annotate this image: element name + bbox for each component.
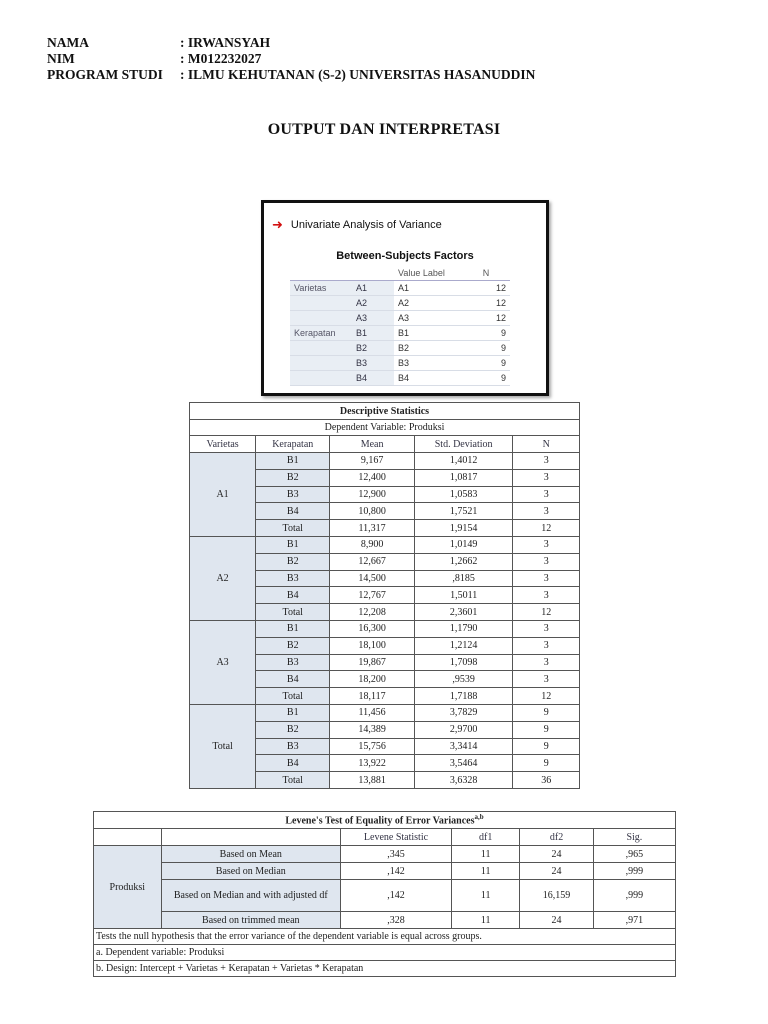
- levene-statistic: ,142: [340, 880, 451, 912]
- levene-sig: ,965: [593, 846, 675, 863]
- info-row-program: [47, 67, 535, 83]
- bsf-level: B3: [352, 356, 394, 371]
- desc-group-label: A1: [190, 453, 256, 537]
- desc-n: 12: [513, 604, 580, 621]
- desc-mean: 19,867: [330, 654, 415, 671]
- desc-kerapatan: B1: [256, 536, 330, 553]
- levene-group-label: Produksi: [94, 846, 162, 929]
- desc-kerapatan: B3: [256, 738, 330, 755]
- spss-heading: Univariate Analysis of Variance: [290, 218, 442, 231]
- levene-df2: 16,159: [520, 880, 593, 912]
- desc-kerapatan: B1: [256, 620, 330, 637]
- bsf-body: [290, 281, 510, 386]
- desc-kerapatan: Total: [256, 520, 330, 537]
- desc-group-label: A3: [190, 620, 256, 704]
- bsf-value-label: A3: [394, 311, 462, 326]
- descriptive-statistics-table: [189, 402, 580, 789]
- levene-title: [94, 812, 676, 829]
- desc-n: 3: [513, 587, 580, 604]
- levene-sig: ,999: [593, 863, 675, 880]
- info-value: : M012232027: [180, 51, 262, 66]
- page-title: OUTPUT DAN INTERPRETASI: [267, 121, 501, 138]
- desc-kerapatan: B4: [256, 587, 330, 604]
- desc-n: 12: [513, 688, 580, 705]
- bsf-row: [290, 371, 510, 386]
- levene-method: Based on Median: [161, 863, 340, 880]
- bsf-level: A1: [352, 281, 394, 296]
- bsf-value-label: B4: [394, 371, 462, 386]
- levene-method: Based on Mean: [161, 846, 340, 863]
- desc-kerapatan: B4: [256, 755, 330, 772]
- desc-kerapatan: B2: [256, 469, 330, 486]
- desc-std-deviation: 2,3601: [414, 604, 513, 621]
- levene-df1: 11: [452, 846, 520, 863]
- desc-mean: 14,389: [330, 721, 415, 738]
- desc-kerapatan: B3: [256, 486, 330, 503]
- desc-kerapatan: B4: [256, 671, 330, 688]
- bsf-row: [290, 281, 510, 296]
- desc-title: Descriptive Statistics: [190, 403, 580, 420]
- student-info: [47, 35, 535, 83]
- bsf-row: [290, 341, 510, 356]
- between-subjects-table: [290, 266, 510, 386]
- info-row-nama: [47, 35, 535, 51]
- levene-df2: 24: [520, 846, 593, 863]
- bsf-level: A2: [352, 296, 394, 311]
- levene-df1: 11: [452, 863, 520, 880]
- desc-group-label: Total: [190, 704, 256, 788]
- levene-df2: 24: [520, 912, 593, 929]
- desc-std-deviation: 3,7829: [414, 704, 513, 721]
- desc-mean: 9,167: [330, 453, 415, 470]
- levene-footnote: a. Dependent variable: Produksi: [94, 945, 676, 961]
- bsf-row: [290, 311, 510, 326]
- desc-kerapatan: Total: [256, 688, 330, 705]
- bsf-value-label: B2: [394, 341, 462, 356]
- bsf-corner: [290, 266, 352, 281]
- desc-n: 3: [513, 503, 580, 520]
- arrow-right-icon: ➜: [272, 217, 283, 232]
- bsf-value-label: B3: [394, 356, 462, 371]
- desc-mean: 11,456: [330, 704, 415, 721]
- table-row: [190, 536, 580, 553]
- desc-mean: 12,767: [330, 587, 415, 604]
- desc-n: 36: [513, 772, 580, 789]
- desc-col-header: N: [513, 436, 580, 453]
- desc-std-deviation: 2,9700: [414, 721, 513, 738]
- desc-mean: 10,800: [330, 503, 415, 520]
- levene-col-header: df2: [520, 829, 593, 846]
- desc-col-header: Mean: [330, 436, 415, 453]
- desc-mean: 12,208: [330, 604, 415, 621]
- desc-n: 3: [513, 486, 580, 503]
- desc-header-row: [190, 436, 580, 453]
- bsf-value-label: A2: [394, 296, 462, 311]
- desc-std-deviation: 1,0817: [414, 469, 513, 486]
- levene-df1: 11: [452, 880, 520, 912]
- levene-df1: 11: [452, 912, 520, 929]
- bsf-factor-name: Kerapatan: [290, 326, 352, 341]
- desc-n: 3: [513, 654, 580, 671]
- levene-method: Based on Median and with adjusted df: [161, 880, 340, 912]
- info-value: : ILMU KEHUTANAN (S-2) UNIVERSITAS HASANUDDIN: [180, 67, 536, 82]
- desc-std-deviation: 1,7098: [414, 654, 513, 671]
- levene-body: [94, 846, 676, 929]
- desc-n: 9: [513, 738, 580, 755]
- desc-std-deviation: 1,5011: [414, 587, 513, 604]
- table-row: [94, 912, 676, 929]
- desc-mean: 18,117: [330, 688, 415, 705]
- desc-kerapatan: B1: [256, 704, 330, 721]
- desc-std-deviation: 1,1790: [414, 620, 513, 637]
- info-key: NAMA: [47, 35, 89, 50]
- bsf-factor-blank: [290, 371, 352, 386]
- bsf-value-label: A1: [394, 281, 462, 296]
- desc-kerapatan: Total: [256, 604, 330, 621]
- desc-mean: 13,881: [330, 772, 415, 789]
- desc-kerapatan: B2: [256, 637, 330, 654]
- table-row: [94, 846, 676, 863]
- desc-col-header: Kerapatan: [256, 436, 330, 453]
- desc-kerapatan: B2: [256, 721, 330, 738]
- info-row-nim: [47, 51, 535, 67]
- bsf-factor-blank: [290, 296, 352, 311]
- desc-std-deviation: 3,3414: [414, 738, 513, 755]
- desc-std-deviation: 1,4012: [414, 453, 513, 470]
- desc-n: 9: [513, 755, 580, 772]
- levene-corner: [94, 829, 162, 846]
- desc-n: 3: [513, 453, 580, 470]
- desc-std-deviation: ,9539: [414, 671, 513, 688]
- desc-n: 3: [513, 637, 580, 654]
- desc-n: 3: [513, 469, 580, 486]
- bsf-n: 12: [462, 311, 510, 326]
- desc-mean: 8,900: [330, 536, 415, 553]
- levene-title-text: Levene's Test of Equality of Error Variances: [285, 815, 475, 827]
- desc-mean: 13,922: [330, 755, 415, 772]
- levene-col-header: Levene Statistic: [340, 829, 451, 846]
- levene-statistic: ,345: [340, 846, 451, 863]
- bsf-n: 12: [462, 296, 510, 311]
- levene-col-header: Sig.: [593, 829, 675, 846]
- desc-mean: 15,756: [330, 738, 415, 755]
- bsf-factor-blank: [290, 341, 352, 356]
- table-row: [94, 863, 676, 880]
- bsf-level: B2: [352, 341, 394, 356]
- desc-mean: 12,400: [330, 469, 415, 486]
- levene-statistic: ,142: [340, 863, 451, 880]
- levene-title-sup: a,b: [474, 813, 484, 822]
- levene-col-header: df1: [452, 829, 520, 846]
- bsf-factor-blank: [290, 356, 352, 371]
- levene-sig: ,999: [593, 880, 675, 912]
- desc-group-label: A2: [190, 536, 256, 620]
- levene-df2: 24: [520, 863, 593, 880]
- bsf-n: 9: [462, 371, 510, 386]
- bsf-row: [290, 296, 510, 311]
- info-key: PROGRAM STUDI: [47, 67, 163, 82]
- bsf-corner-2: [352, 266, 394, 281]
- desc-dependent: Dependent Variable: Produksi: [190, 420, 580, 436]
- desc-n: 12: [513, 520, 580, 537]
- desc-std-deviation: 1,2662: [414, 553, 513, 570]
- desc-n: 9: [513, 704, 580, 721]
- bsf-n: 12: [462, 281, 510, 296]
- desc-mean: 12,667: [330, 553, 415, 570]
- desc-mean: 18,200: [330, 671, 415, 688]
- desc-n: 3: [513, 620, 580, 637]
- desc-std-deviation: 3,6328: [414, 772, 513, 789]
- table-row: [94, 880, 676, 912]
- desc-std-deviation: 3,5464: [414, 755, 513, 772]
- bsf-col-value-label: Value Label: [394, 266, 462, 281]
- desc-n: 3: [513, 553, 580, 570]
- desc-kerapatan: B3: [256, 570, 330, 587]
- table-row: [190, 704, 580, 721]
- bsf-row: [290, 356, 510, 371]
- desc-col-header: Varietas: [190, 436, 256, 453]
- between-subjects-title: Between-Subjects Factors: [336, 250, 474, 262]
- spss-heading-row: [272, 218, 442, 231]
- desc-mean: 14,500: [330, 570, 415, 587]
- bsf-col-n: N: [462, 266, 510, 281]
- bsf-level: B1: [352, 326, 394, 341]
- desc-col-header: Std. Deviation: [414, 436, 513, 453]
- desc-std-deviation: 1,2124: [414, 637, 513, 654]
- desc-n: 9: [513, 721, 580, 738]
- desc-n: 3: [513, 671, 580, 688]
- bsf-n: 9: [462, 356, 510, 371]
- levene-method: Based on trimmed mean: [161, 912, 340, 929]
- table-row: [190, 453, 580, 470]
- desc-std-deviation: ,8185: [414, 570, 513, 587]
- desc-std-deviation: 1,0583: [414, 486, 513, 503]
- info-value: : IRWANSYAH: [180, 35, 271, 50]
- spss-output-screenshot: [261, 200, 549, 396]
- desc-std-deviation: 1,9154: [414, 520, 513, 537]
- desc-std-deviation: 1,7521: [414, 503, 513, 520]
- bsf-factor-blank: [290, 311, 352, 326]
- bsf-level: A3: [352, 311, 394, 326]
- desc-std-deviation: 1,7188: [414, 688, 513, 705]
- desc-n: 3: [513, 536, 580, 553]
- levene-sig: ,971: [593, 912, 675, 929]
- desc-mean: 11,317: [330, 520, 415, 537]
- levene-corner-2: [161, 829, 340, 846]
- desc-n: 3: [513, 570, 580, 587]
- levene-header-row: [94, 829, 676, 846]
- desc-mean: 16,300: [330, 620, 415, 637]
- table-row: [190, 620, 580, 637]
- levene-statistic: ,328: [340, 912, 451, 929]
- desc-kerapatan: Total: [256, 772, 330, 789]
- bsf-row: [290, 326, 510, 341]
- bsf-factor-name: Varietas: [290, 281, 352, 296]
- desc-kerapatan: B2: [256, 553, 330, 570]
- desc-mean: 18,100: [330, 637, 415, 654]
- bsf-n: 9: [462, 341, 510, 356]
- bsf-value-label: B1: [394, 326, 462, 341]
- desc-mean: 12,900: [330, 486, 415, 503]
- bsf-level: B4: [352, 371, 394, 386]
- info-key: NIM: [47, 51, 75, 66]
- levene-footnote: b. Design: Intercept + Varietas + Kerapatan + Varietas * Kerapatan: [94, 961, 676, 977]
- levene-table: [93, 811, 676, 977]
- desc-kerapatan: B3: [256, 654, 330, 671]
- desc-kerapatan: B1: [256, 453, 330, 470]
- desc-std-deviation: 1,0149: [414, 536, 513, 553]
- desc-body: [190, 453, 580, 789]
- bsf-n: 9: [462, 326, 510, 341]
- levene-footnote: Tests the null hypothesis that the error variance of the dependent variable is equal across groups.: [94, 929, 676, 945]
- desc-kerapatan: B4: [256, 503, 330, 520]
